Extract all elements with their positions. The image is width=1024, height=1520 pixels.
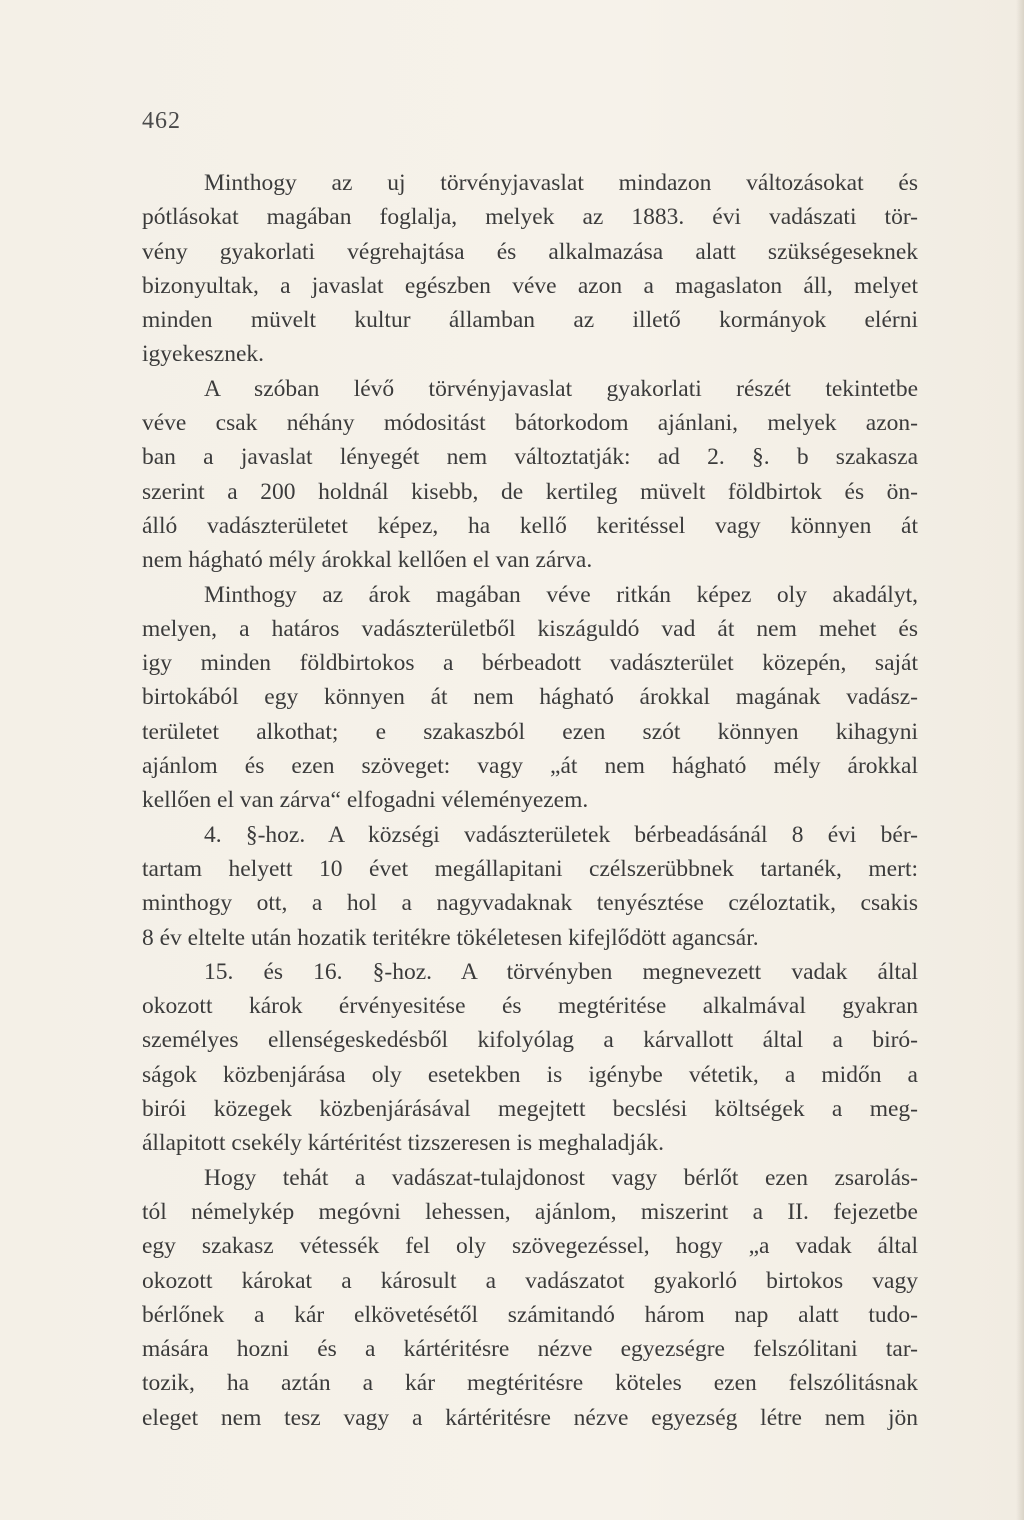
text-line: kellően el van zárva“ elfogadni véleményezem.	[142, 787, 589, 814]
text-line: pótlásokat magában foglalja, melyek az 1883. évi vadászati tör-	[142, 204, 918, 231]
page-edge-shadow	[1016, 0, 1024, 1520]
page-number: 462	[142, 108, 181, 134]
text-line: személyes ellenségeskedésből kifolyólag a kárvallott által a biró-	[142, 1027, 918, 1054]
text-line: Hogy tehát a vadászat-tulajdonost vagy bérlőt ezen zsarolás-	[204, 1164, 918, 1191]
text-line: minden müvelt kultur államban az illető kormányok elérni	[142, 307, 918, 334]
text-line: okozott károk érvényesitése és megtéritése alkalmával gyakran	[142, 993, 918, 1020]
text-line: Minthogy az árok magában véve ritkán képez oly akadályt,	[204, 581, 918, 608]
text-line: álló vadászterületet képez, ha kellő keritéssel vagy könnyen át	[142, 512, 918, 539]
text-line: birtokából egy könnyen át nem hágható árokkal magának vadász-	[142, 684, 918, 711]
text-line: nem hágható mély árokkal kellően el van zárva.	[142, 547, 593, 574]
text-line: állapitott csekély kártéritést tizszeresen is meghaladják.	[142, 1130, 665, 1157]
text-line: okozott károkat a károsult a vadászatot gyakorló birtokos vagy	[142, 1267, 918, 1294]
text-line: A szóban lévő törvényjavaslat gyakorlati részét tekintetbe	[204, 375, 918, 402]
text-line: birói közegek közbenjárásával megejtett becslési költségek a meg-	[142, 1096, 918, 1123]
text-line: tól némelykép megóvni lehessen, ajánlom, miszerint a II. fejezetbe	[142, 1198, 918, 1225]
text-line: bérlőnek a kár elkövetésétől számitandó három nap alatt tudo-	[142, 1301, 918, 1328]
text-line: ságok közbenjárása oly esetekben is igénybe vétetik, a midőn a	[142, 1061, 918, 1088]
text-line: Minthogy az uj törvényjavaslat mindazon változásokat és	[204, 170, 918, 196]
text-line: igyekesznek.	[142, 341, 265, 368]
text-line: ban a javaslat lényegét nem változtatják: ad 2. §. b szakasza	[142, 444, 918, 471]
text-line: szerint a 200 holdnál kisebb, de kertileg müvelt földbirtok és ön-	[142, 478, 918, 505]
text-line: 15. és 16. §-hoz. A törvényben megnevezett vadak által	[204, 958, 918, 985]
text-line: egy szakasz vétessék fel oly szövegezéssel, hogy „a vadak által	[142, 1233, 918, 1260]
text-line: vény gyakorlati végrehajtása és alkalmazása alatt szükségeseknek	[142, 238, 918, 265]
text-line: tozik, ha aztán a kár megtéritésre köteles ezen felszólitásnak	[142, 1370, 918, 1397]
text-line: 4. §-hoz. A községi vadászterületek bérbeadásánál 8 évi bér-	[204, 821, 918, 848]
text-line: tartam helyett 10 évet megállapitani czélszerübbnek tartanék, mert:	[142, 855, 918, 882]
text-line: területet alkothat; e szakaszból ezen szót könnyen kihagyni	[142, 718, 918, 745]
text-line: ajánlom és ezen szöveget: vagy „át nem hágható mély árokkal	[142, 753, 918, 780]
text-line: véve csak néhány módositást bátorkodom ajánlani, melyek azon-	[142, 410, 918, 437]
text-line: bizonyultak, a javaslat egészben véve azon a magaslaton áll, melyet	[142, 272, 918, 299]
text-line: igy minden földbirtokos a bérbeadott vadászterület közepén, saját	[142, 650, 918, 677]
text-line: 8 év eltelte után hozatik teritékre tökéletesen kifejlődött agancsár.	[142, 924, 759, 951]
text-line: minthogy ott, a hol a nagyvadaknak tenyésztése czéloztatik, csakis	[142, 890, 918, 917]
text-line: melyen, a határos vadászterületből kiszáguldó vad át nem mehet és	[142, 615, 918, 642]
text-line: mására hozni és a kártéritésre nézve egyezségre felszólitani tar-	[142, 1336, 918, 1363]
text-line: eleget nem tesz vagy a kártéritésre nézve egyezség létre nem jön	[142, 1404, 918, 1431]
body-text	[142, 166, 918, 1435]
